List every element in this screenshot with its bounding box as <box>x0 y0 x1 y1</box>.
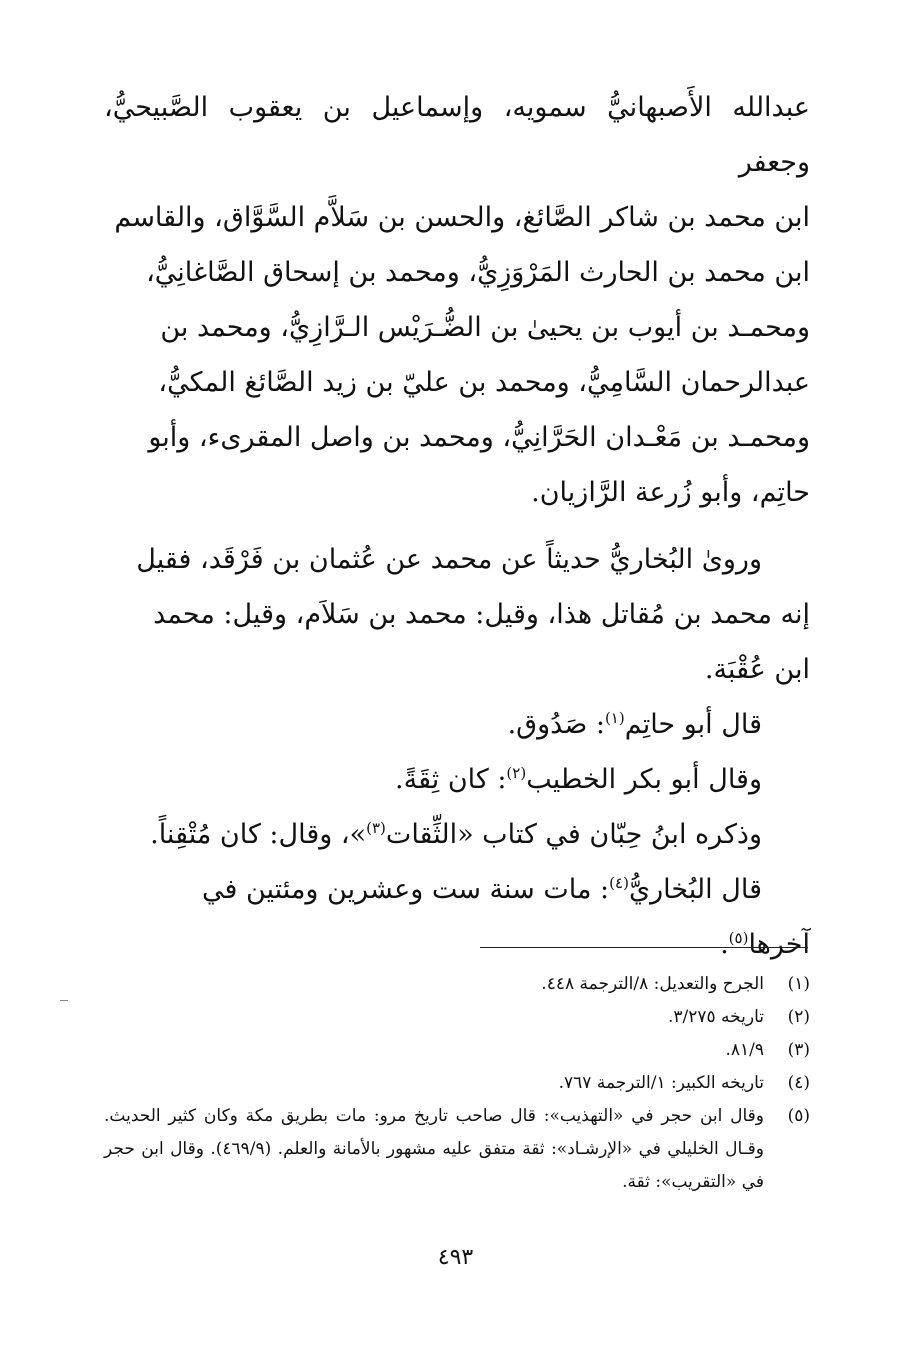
quote-text: : مات سنة ست وعشرين ومئتين في <box>201 874 610 905</box>
footnote-item <box>104 1067 810 1100</box>
stray-mark <box>60 1000 68 1001</box>
quote-text: »، وقال: كان مُتْقِناً. <box>150 819 367 850</box>
footnote-text: تاريخه الكبير: ١/الترجمة ٧٦٧. <box>558 1073 764 1093</box>
paragraph-quotes <box>104 697 810 972</box>
footnote-item <box>104 1100 810 1199</box>
footnote-item <box>104 1001 810 1034</box>
quote-bukhari-end <box>104 917 810 972</box>
text-line: ابن عُقْبَة. <box>704 654 810 685</box>
quote-text: : كان ثِقَةً. <box>395 764 507 795</box>
footnote-text: تاريخه ٣/٢٧٥. <box>667 1007 764 1027</box>
footnote-text: الجرح والتعديل: ٨/الترجمة ٤٤٨. <box>541 974 764 994</box>
text-line: عبدالله الأَصبهانيُّ سمويه، وإسماعيل بن يعقوب الصَّبيحيُّ، وجعفر <box>104 92 810 178</box>
footnotes <box>104 968 810 1199</box>
text-line: إنه محمد بن مُقاتل هذا، وقيل: محمد بن سَلاَم، وقيل: محمد <box>153 599 810 630</box>
footnote-ref[interactable]: (٤) <box>609 874 629 892</box>
quote-text: قال البُخاريُّ <box>628 874 762 905</box>
text-line: وروىٰ البُخاريُّ حديثاً عن محمد عن عُثمان بن فَرْقَد، فقيل <box>136 544 762 575</box>
text-line: عبدالرحمان السَّامِيُّ، ومحمد بن عليّ بن زيد الصَّائغ المكيُّ، <box>158 367 810 398</box>
footnote-ref[interactable]: (١) <box>604 709 625 727</box>
footnote-text: ٨١/٩. <box>725 1040 764 1060</box>
text-line: ومحمـد بن مَعْـدان الحَرَّانِيُّ، ومحمد بن واصل المقرىء، وأبو <box>148 422 810 453</box>
quote-khatib <box>104 752 810 807</box>
quote-ibn-hibban <box>104 807 810 862</box>
quote-text: آخرها <box>748 929 810 960</box>
quote-text: قال أبو حاتِم <box>624 709 762 740</box>
paragraph-bukhari-narration <box>104 532 810 697</box>
footnote-number: (٢) <box>787 1007 810 1027</box>
paragraph-narrators <box>104 80 810 520</box>
quote-text: . <box>720 929 729 960</box>
quote-text: : صَدُوق. <box>507 709 605 740</box>
page-number: ٤٩٣ <box>437 1245 474 1270</box>
quote-abu-hatim <box>104 697 810 752</box>
main-text <box>104 80 810 972</box>
footnote-number: (٤) <box>787 1073 810 1093</box>
footnote-number: (٣) <box>787 1040 810 1060</box>
quote-text: وذكره ابنُ حِبّان في كتاب «الثِّقات <box>385 819 762 850</box>
footnote-ref[interactable]: (٢) <box>506 764 527 782</box>
footnote-text: وقال ابن حجر في «التهذيب»: قال صاحب تاريخ مرو: مات بطريق مكة وكان كثير الحديث. وقـال الخليلي في «الإرشـاد»: ثقة متفق عليه مشهور بالأمانة والعلم. (٤٦٩/٩). وقال ابن حجر في «التقريب»: ثقة. <box>104 1106 764 1192</box>
footnote-item <box>104 1034 810 1067</box>
footnote-number: (١) <box>787 974 810 994</box>
text-line: ابن محمد بن الحارث المَرْوَزِيُّ، ومحمد بن إسحاق الصَّاغانِيُّ، <box>146 257 810 288</box>
quote-text: وقال أبو بكر الخطيب <box>526 764 762 795</box>
footnote-item <box>104 968 810 1001</box>
footnote-divider <box>480 947 808 948</box>
footnote-ref[interactable]: (٣) <box>366 819 386 837</box>
footnote-ref[interactable]: (٥) <box>728 929 749 947</box>
text-line: ومحمـد بن أيوب بن يحيىٰ بن الضُّـرَيْس الـرَّازِيُّ، ومحمد بن <box>160 312 810 343</box>
text-line: حاتِم، وأبو زُرعة الرَّازيان. <box>531 477 810 508</box>
footnote-number: (٥) <box>787 1106 810 1126</box>
quote-bukhari <box>104 862 810 917</box>
text-line: ابن محمد بن شاكر الصَّائغ، والحسن بن سَلاَّم السَّوَّاق، والقاسم <box>114 202 810 233</box>
